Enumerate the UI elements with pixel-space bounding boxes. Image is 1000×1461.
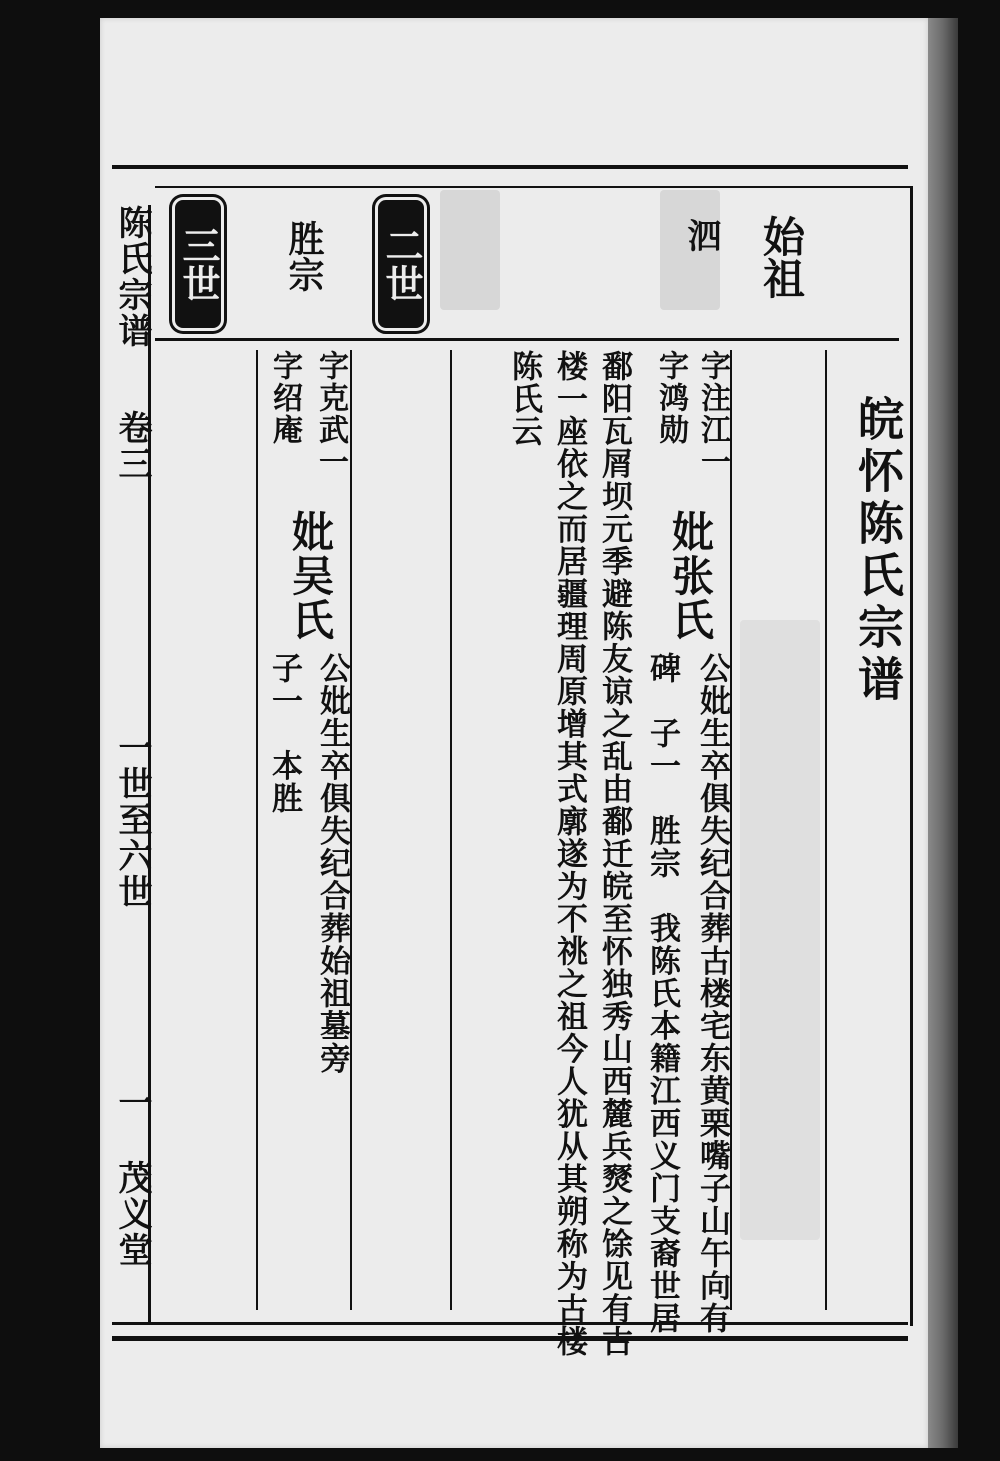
top-border [112, 165, 908, 169]
gen2-son: 子一 本胜 [266, 652, 302, 815]
gen1-stele-son: 碑 子一 胜宗 我陈氏本籍江西义门支裔世居 [644, 652, 680, 1335]
hall-name: 茂义堂 [112, 1160, 152, 1268]
gen2-gen3-divider [256, 350, 258, 1310]
gen2-name: 胜宗 [283, 220, 325, 292]
show-through-stain [740, 620, 820, 1240]
gen3-label: 三世 [176, 226, 221, 302]
gen2-label: 二世 [379, 226, 424, 302]
top-inner-border [155, 186, 911, 188]
bottom-border [112, 1336, 908, 1341]
gen1-name: 泗 [681, 218, 721, 252]
volume-label: 卷三 [112, 410, 152, 482]
bottom-inner-border [112, 1322, 908, 1325]
page-title: 皖怀陈氏宗谱 [851, 395, 905, 707]
gen3-marker [175, 200, 221, 328]
gen2-alt-name: 字绍庵 [267, 350, 302, 446]
gen1-alt-name: 字鸿勋 [653, 350, 688, 446]
gen2-wife: 妣吴氏 [286, 510, 335, 642]
gen1-history-line-3: 陈氏云 [506, 350, 542, 448]
gen2-burial: 公妣生卒俱失纪合葬始祖墓旁 [314, 652, 350, 1075]
gen1-label: 始祖 [757, 215, 806, 299]
page-number: 一 [112, 1085, 152, 1121]
book-spine [928, 18, 958, 1448]
gen1-wife: 妣张氏 [666, 510, 715, 642]
gen1-burial: 公妣生卒俱失纪合葬古楼宅东黄栗嘴子山午向有 [694, 652, 730, 1335]
header-divider [155, 338, 899, 341]
show-through-stain [440, 190, 500, 310]
title-column-line [825, 350, 827, 1310]
gen2-marker [378, 200, 424, 328]
gen1-history-line-1: 鄱阳瓦屑坝元季避陈友谅之乱由鄱迁皖至怀独秀山西麓兵燹之馀见有古 [596, 350, 632, 1358]
book-side-title: 陈氏宗谱 [112, 205, 152, 349]
section-range: 一世至六世 [112, 730, 152, 910]
gen1-history-line-2: 楼一座依之而居疆理周原增其式廓遂为不祧之祖今人犹从其朔称为古楼 [551, 350, 587, 1358]
gen1-gen2-divider [450, 350, 452, 1310]
gen1-style-name: 字注江一 [695, 350, 730, 478]
right-border [910, 186, 913, 1326]
gen2-style-name: 字克武一 [313, 350, 348, 478]
